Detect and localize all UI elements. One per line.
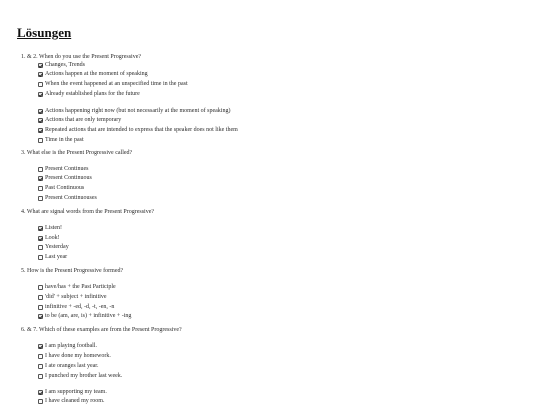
checkbox-unchecked[interactable] bbox=[38, 245, 43, 250]
option-label: Already established plans for the future bbox=[45, 91, 140, 97]
checkbox-unchecked[interactable] bbox=[38, 285, 43, 290]
option-repeated-actions[interactable] bbox=[38, 126, 238, 134]
checkbox-checked[interactable] bbox=[38, 176, 43, 181]
question-4-label: 4. What are signal words from the Present Progressive? bbox=[21, 209, 155, 215]
checkbox-unchecked[interactable] bbox=[38, 354, 43, 359]
option-label: Present Continues bbox=[45, 166, 89, 172]
checkbox-checked[interactable] bbox=[38, 109, 43, 114]
question-5-label: 5. How is the Present Progressive formed? bbox=[21, 268, 124, 274]
option-listen[interactable] bbox=[38, 224, 62, 232]
option-label: I am supporting my team. bbox=[45, 389, 107, 395]
option-supporting-team[interactable] bbox=[38, 388, 107, 396]
option-punched-brother[interactable] bbox=[38, 372, 122, 380]
option-label: Actions happen at the moment of speaking bbox=[45, 71, 148, 77]
page-title: Lösungen bbox=[17, 25, 72, 40]
option-label: Changes, Trends bbox=[45, 62, 86, 68]
option-time-in-past[interactable] bbox=[38, 136, 84, 144]
option-ate-oranges[interactable] bbox=[38, 362, 98, 370]
option-done-homework[interactable] bbox=[38, 352, 111, 360]
checkbox-checked[interactable] bbox=[38, 236, 43, 241]
option-label: Look! bbox=[45, 235, 60, 241]
checkbox-checked[interactable] bbox=[38, 128, 43, 133]
checkbox-checked[interactable] bbox=[38, 63, 43, 68]
option-label: Present Continuous bbox=[45, 175, 92, 181]
question-6-7-label: 6. & 7. Which of these examples are from the Present Progressive? bbox=[21, 327, 182, 333]
option-unspecified-past[interactable] bbox=[38, 80, 188, 88]
option-changes-trends[interactable] bbox=[38, 61, 85, 69]
option-moment-of-speaking[interactable] bbox=[38, 70, 148, 78]
option-cleaned-room[interactable] bbox=[38, 397, 104, 405]
option-label: When the event happened at an unspecified time in the past bbox=[45, 81, 188, 87]
option-label: Yesterday bbox=[45, 244, 69, 250]
option-have-has-participle[interactable] bbox=[38, 283, 116, 291]
option-did-subject-infinitive[interactable] bbox=[38, 293, 107, 301]
option-label: I have done my homework. bbox=[45, 353, 111, 359]
checkbox-unchecked[interactable] bbox=[38, 399, 43, 404]
option-to-be-ing[interactable] bbox=[38, 312, 131, 320]
checkbox-unchecked[interactable] bbox=[38, 374, 43, 379]
option-happening-right-now[interactable] bbox=[38, 107, 230, 115]
option-label: to be (am, are, is) + infinitive + -ing bbox=[45, 313, 132, 319]
option-label: have/has + the Past Participle bbox=[45, 284, 116, 290]
checkbox-checked[interactable] bbox=[38, 390, 43, 395]
checkbox-unchecked[interactable] bbox=[38, 167, 43, 172]
option-label: I have cleaned my room. bbox=[45, 398, 105, 404]
option-label: Listen! bbox=[45, 225, 62, 231]
option-label: Repeated actions that are intended to express that the speaker does not like them bbox=[45, 127, 238, 133]
checkbox-unchecked[interactable] bbox=[38, 196, 43, 201]
option-label: Actions that are only temporary bbox=[45, 117, 122, 123]
checkbox-unchecked[interactable] bbox=[38, 295, 43, 300]
option-label: Actions happening right now (but not necessarily at the moment of speaking) bbox=[45, 108, 231, 114]
option-label: Time in the past bbox=[45, 137, 84, 143]
option-label: 'did' + subject + infinitive bbox=[45, 294, 107, 300]
question-1-2-label: 1. & 2. When do you use the Present Progressive? bbox=[21, 54, 142, 60]
option-temporary-actions[interactable] bbox=[38, 116, 121, 124]
checkbox-checked[interactable] bbox=[38, 344, 43, 349]
checkbox-checked[interactable] bbox=[38, 92, 43, 97]
checkbox-unchecked[interactable] bbox=[38, 255, 43, 260]
question-3-label: 3. What else is the Present Progressive called? bbox=[21, 150, 133, 156]
option-past-continuous[interactable] bbox=[38, 184, 84, 192]
option-present-continuous[interactable] bbox=[38, 174, 92, 182]
option-last-year[interactable] bbox=[38, 253, 67, 261]
checkbox-checked[interactable] bbox=[38, 118, 43, 123]
checkbox-unchecked[interactable] bbox=[38, 82, 43, 87]
option-infinitive-endings[interactable] bbox=[38, 303, 114, 311]
option-label: Last year bbox=[45, 254, 68, 260]
option-label: I punched my brother last week. bbox=[45, 373, 123, 379]
option-look[interactable] bbox=[38, 234, 60, 242]
checkbox-unchecked[interactable] bbox=[38, 186, 43, 191]
checkbox-unchecked[interactable] bbox=[38, 364, 43, 369]
checkbox-unchecked[interactable] bbox=[38, 305, 43, 310]
option-label: Past Continuous bbox=[45, 185, 85, 191]
option-label: I ate oranges last year. bbox=[45, 363, 99, 369]
checkbox-checked[interactable] bbox=[38, 226, 43, 231]
checkbox-checked[interactable] bbox=[38, 314, 43, 319]
option-present-continuouses[interactable] bbox=[38, 194, 97, 202]
option-label: I am playing football. bbox=[45, 343, 97, 349]
option-label: infinitive + -ed, -d, -t, -en, -n bbox=[45, 304, 115, 310]
option-yesterday[interactable] bbox=[38, 243, 69, 251]
checkbox-unchecked[interactable] bbox=[38, 138, 43, 143]
option-present-continues[interactable] bbox=[38, 165, 89, 173]
option-playing-football[interactable] bbox=[38, 342, 97, 350]
option-label: Present Continuouses bbox=[45, 195, 97, 201]
option-future-plans[interactable] bbox=[38, 90, 140, 98]
checkbox-checked[interactable] bbox=[38, 72, 43, 77]
